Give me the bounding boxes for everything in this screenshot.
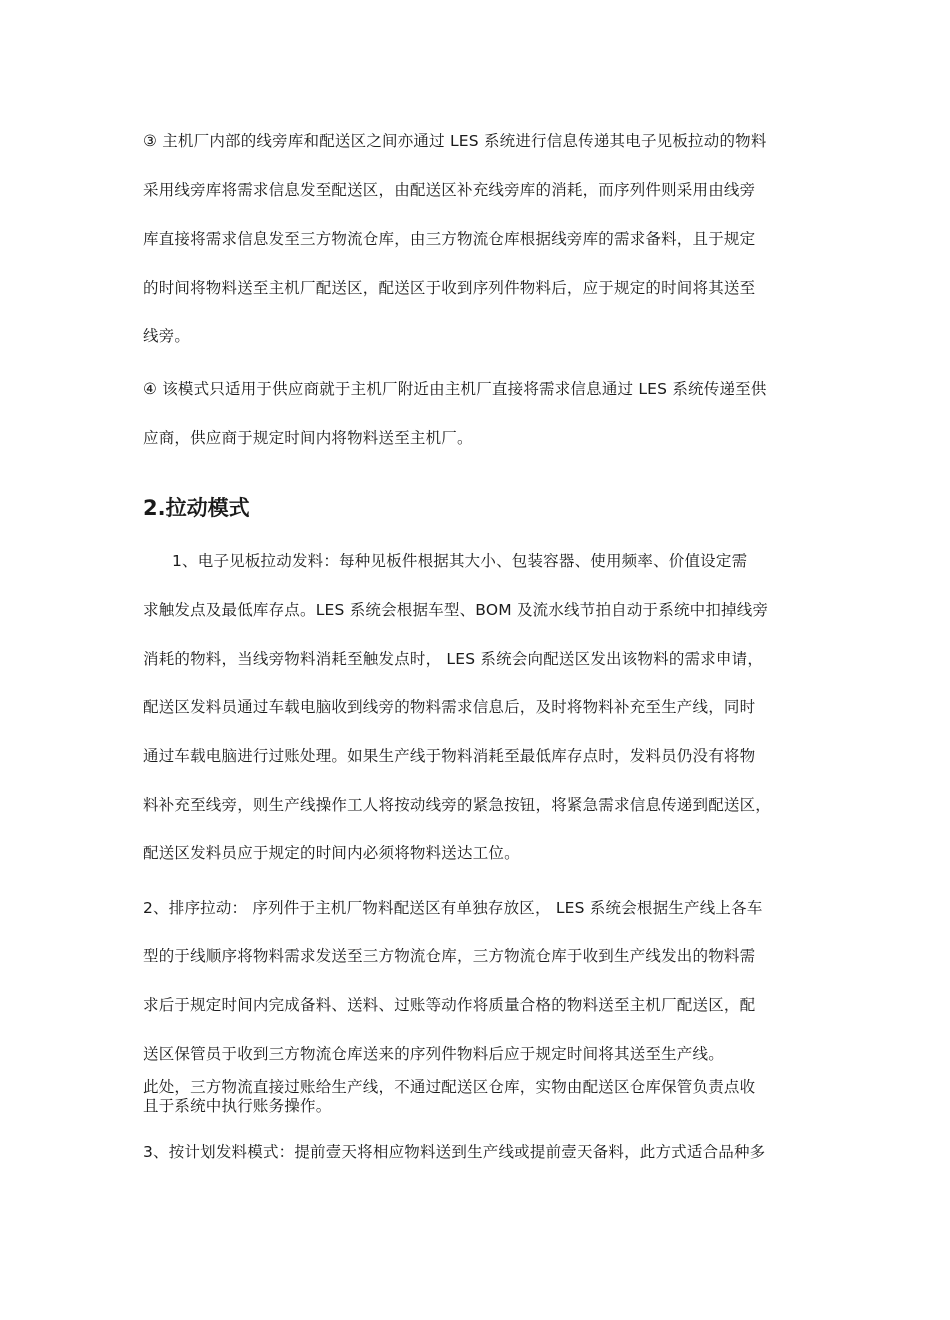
para1-line-7: 配送区发料员应于规定的时间内必须将物料送达工位。: [143, 844, 520, 862]
item3-line-1: ③ 主机厂内部的线旁库和配送区之间亦通过 LES 系统进行信息传递其电子见板拉动的物料: [143, 132, 767, 150]
item3-line-3: 库直接将需求信息发至三方物流仓库，由三方物流仓库根据线旁库的需求备料，且于规定: [143, 230, 756, 248]
para1-line-4: 配送区发料员通过车载电脑收到线旁的物料需求信息后，及时将物料补充至生产线，同时: [143, 698, 756, 716]
para1-line-6: 料补充至线旁，则生产线操作工人将按动线旁的紧急按钮，将紧急需求信息传递到配送区，: [143, 796, 772, 814]
item4-line-2: 应商，供应商于规定时间内将物料送至主机厂。: [143, 429, 473, 447]
para2-line-2: 型的于线顺序将物料需求发送至三方物流仓库，三方物流仓库于收到生产线发出的物料需: [143, 947, 756, 965]
item3-line-5: 线旁。: [143, 327, 191, 345]
para1-line-2: 求触发点及最低库存点。LES 系统会根据车型、BOM 及流水线节拍自动于系统中扣掉线旁: [143, 601, 769, 619]
item4-line-1: ④ 该模式只适用于供应商就于主机厂附近由主机厂直接将需求信息通过 LES 系统传递至供: [143, 380, 767, 398]
para1-line-1: 1、电子见板拉动发料：每种见板件根据其大小、包装容器、使用频率、价值设定需: [172, 552, 748, 570]
para2b-line-1: 此处，三方物流直接过账给生产线，不通过配送区仓库，实物由配送区仓库保管负责点收: [143, 1078, 756, 1096]
para3-line-1: 3、按计划发料模式：提前壹天将相应物料送到生产线或提前壹天备料，此方式适合品种多: [143, 1143, 766, 1161]
para2-line-3: 求后于规定时间内完成备料、送料、过账等动作将质量合格的物料送至主机厂配送区，配: [143, 996, 756, 1014]
section-heading: 2.拉动模式: [143, 496, 250, 520]
item3-line-4: 的时间将物料送至主机厂配送区，配送区于收到序列件物料后，应于规定的时间将其送至: [143, 279, 756, 297]
item3-line-2: 采用线旁库将需求信息发至配送区，由配送区补充线旁库的消耗，而序列件则采用由线旁: [143, 181, 756, 199]
para2-line-1: 2、排序拉动： 序列件于主机厂物料配送区有单独存放区， LES 系统会根据生产线上各车: [143, 899, 763, 917]
para1-line-5: 通过车载电脑进行过账处理。如果生产线于物料消耗至最低库存点时，发料员仍没有将物: [143, 747, 756, 765]
para2b-line-2: 且于系统中执行账务操作。: [143, 1097, 332, 1115]
para1-line-3: 消耗的物料，当线旁物料消耗至触发点时， LES 系统会向配送区发出该物料的需求申请，: [143, 650, 764, 668]
para2-line-4: 送区保管员于收到三方物流仓库送来的序列件物料后应于规定时间将其送至生产线。: [143, 1045, 724, 1063]
